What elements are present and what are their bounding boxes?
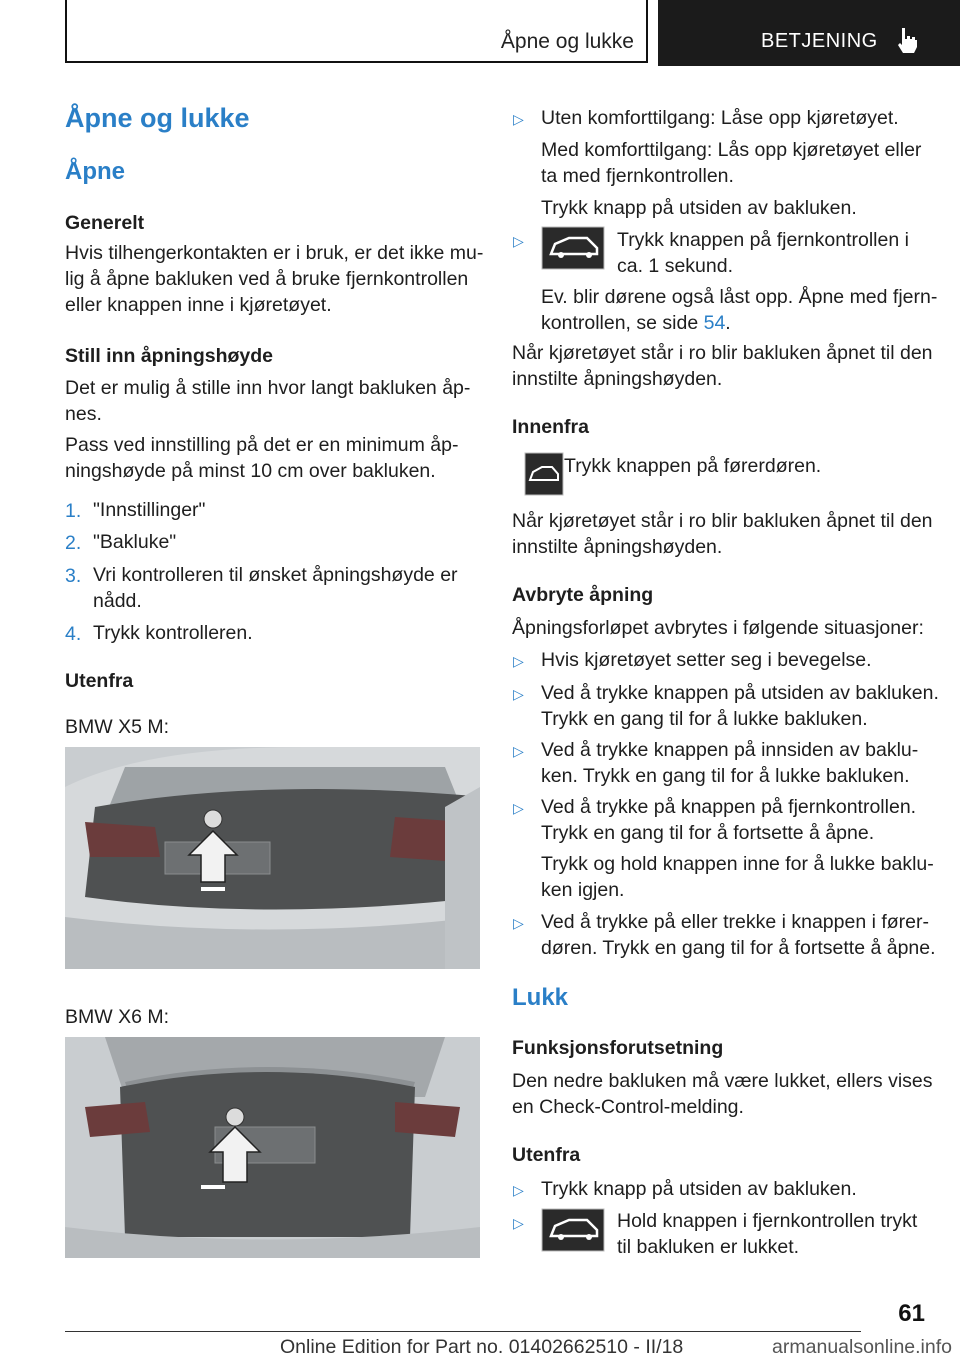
x6-label: BMW X6 M: [65, 1006, 170, 1028]
section-heading-open: Åpne [65, 158, 125, 185]
footer-divider [65, 1331, 861, 1332]
bullet-triangle-icon: ▷ [513, 1182, 524, 1198]
page-title: Åpne og lukke [65, 103, 250, 133]
step-number: 2. [65, 532, 82, 554]
tailgate-button-icon [541, 1208, 605, 1252]
cancel-item: Hvis kjøretøyet setter seg i bevegelse. [541, 649, 872, 671]
cancel-intro: Åpningsforløpet avbrytes i følgende situasjoner: [512, 617, 924, 639]
page-number: 61 [898, 1300, 925, 1327]
hand-pointer-icon [896, 26, 920, 54]
inside-item: Trykk knappen på førerdøren. [564, 455, 822, 477]
bullet-triangle-icon: ▷ [513, 111, 524, 127]
step-text: "Innstillinger" [93, 499, 206, 521]
bullet-triangle-icon: ▷ [513, 1215, 524, 1231]
bullet-triangle-icon: ▷ [513, 915, 524, 931]
x5-label: BMW X5 M: [65, 716, 170, 738]
height-paragraph-1: Det er mulig å stille inn hvor langt bakluken åp- nes. [65, 377, 471, 425]
cancel-item: Ved å trykke knappen på innsiden av baklu- ken. Trykk en gang til for å lukke bakluken. [541, 739, 919, 787]
page-link[interactable]: 54 [703, 312, 726, 334]
x5-tailgate-photo [65, 747, 480, 969]
stand-still-paragraph-1: Når kjøretøyet står i ro blir bakluken åpnet til den innstilte åpningshøyden. [512, 342, 933, 390]
watermark-text: armanualsonline.info [772, 1336, 952, 1358]
open-item-1-detail-2: Trykk knapp på utsiden av bakluken. [541, 197, 857, 219]
open-item-1: Uten komforttilgang: Låse opp kjøretøyet. [541, 107, 899, 129]
bullet-triangle-icon: ▷ [513, 743, 524, 759]
subheading-opening-height: Still inn åpningshøyde [65, 345, 274, 367]
close-item: Hold knappen i fjernkontrollen trykt til bakluken er lukket. [617, 1210, 918, 1258]
step-text: "Bakluke" [93, 531, 177, 553]
close-item: Trykk knapp på utsiden av bakluken. [541, 1178, 857, 1200]
section-heading-close: Lukk [512, 984, 569, 1011]
subheading-function: Funksjonsforutsetning [512, 1037, 724, 1059]
subheading-outside: Utenfra [65, 670, 134, 692]
subheading-outside-close: Utenfra [512, 1144, 581, 1166]
step-number: 1. [65, 500, 82, 522]
step-number: 4. [65, 623, 82, 645]
header-section-tab[interactable] [658, 0, 960, 66]
subheading-general: Generelt [65, 212, 145, 234]
bullet-triangle-icon: ▷ [513, 653, 524, 669]
tailgate-button-icon [541, 226, 605, 270]
stand-still-paragraph-2: Når kjøretøyet står i ro blir bakluken åpnet til den innstilte åpningshøyden. [512, 510, 933, 558]
cancel-item: Ved å trykke på eller trekke i knappen i fører- døren. Trykk en gang til for å fortsette å åpne. [541, 911, 936, 959]
cancel-item: Ved å trykke knappen på utsiden av bakluken. Trykk en gang til for å lukke bakluken. [541, 682, 939, 730]
remote-note: Ev. blir dørene også låst opp. Åpne med fjern- kontrollen, se side 54. [541, 286, 938, 334]
height-paragraph-2: Pass ved innstilling på det er en minimum åp- ningshøyde på minst 10 cm over bakluken. [65, 434, 459, 482]
header-chapter-title: Åpne og lukke [500, 30, 634, 53]
function-paragraph: Den nedre bakluken må være lukket, ellers vises en Check-Control-melding. [512, 1070, 933, 1118]
cancel-item-sub: Trykk og hold knappen inne for å lukke baklu- ken igjen. [541, 853, 934, 901]
bullet-triangle-icon: ▷ [513, 233, 524, 249]
subheading-inside: Innenfra [512, 416, 589, 438]
general-paragraph: Hvis tilhengerkontakten er i bruk, er det ikke mu- lig å åpne bakluken ved å bruke fjernkontrollen eller knappen inne i kjøretøyet. [65, 242, 484, 316]
step-text: Vri kontrolleren til ønsket åpningshøyde er nådd. [93, 564, 458, 612]
footer-edition: Online Edition for Part no. 01402662510 - II/18 [280, 1336, 684, 1358]
x6-tailgate-photo [65, 1037, 480, 1258]
step-text: Trykk kontrolleren. [93, 622, 253, 644]
cancel-item: Ved å trykke på knappen på fjernkontrollen. Trykk en gang til for å fortsette å åpne. [541, 796, 917, 844]
subheading-cancel: Avbryte åpning [512, 584, 654, 606]
step-number: 3. [65, 565, 82, 587]
header-title-box [65, 0, 648, 63]
bullet-triangle-icon: ▷ [513, 800, 524, 816]
bullet-triangle-icon: ▷ [513, 686, 524, 702]
remote-item: Trykk knappen på fjernkontrollen i ca. 1 sekund. [617, 229, 909, 277]
open-item-1-detail: Med komforttilgang: Lås opp kjøretøyet eller ta med fjernkontrollen. [541, 139, 922, 187]
header-section-label: BETJENING [761, 30, 878, 52]
